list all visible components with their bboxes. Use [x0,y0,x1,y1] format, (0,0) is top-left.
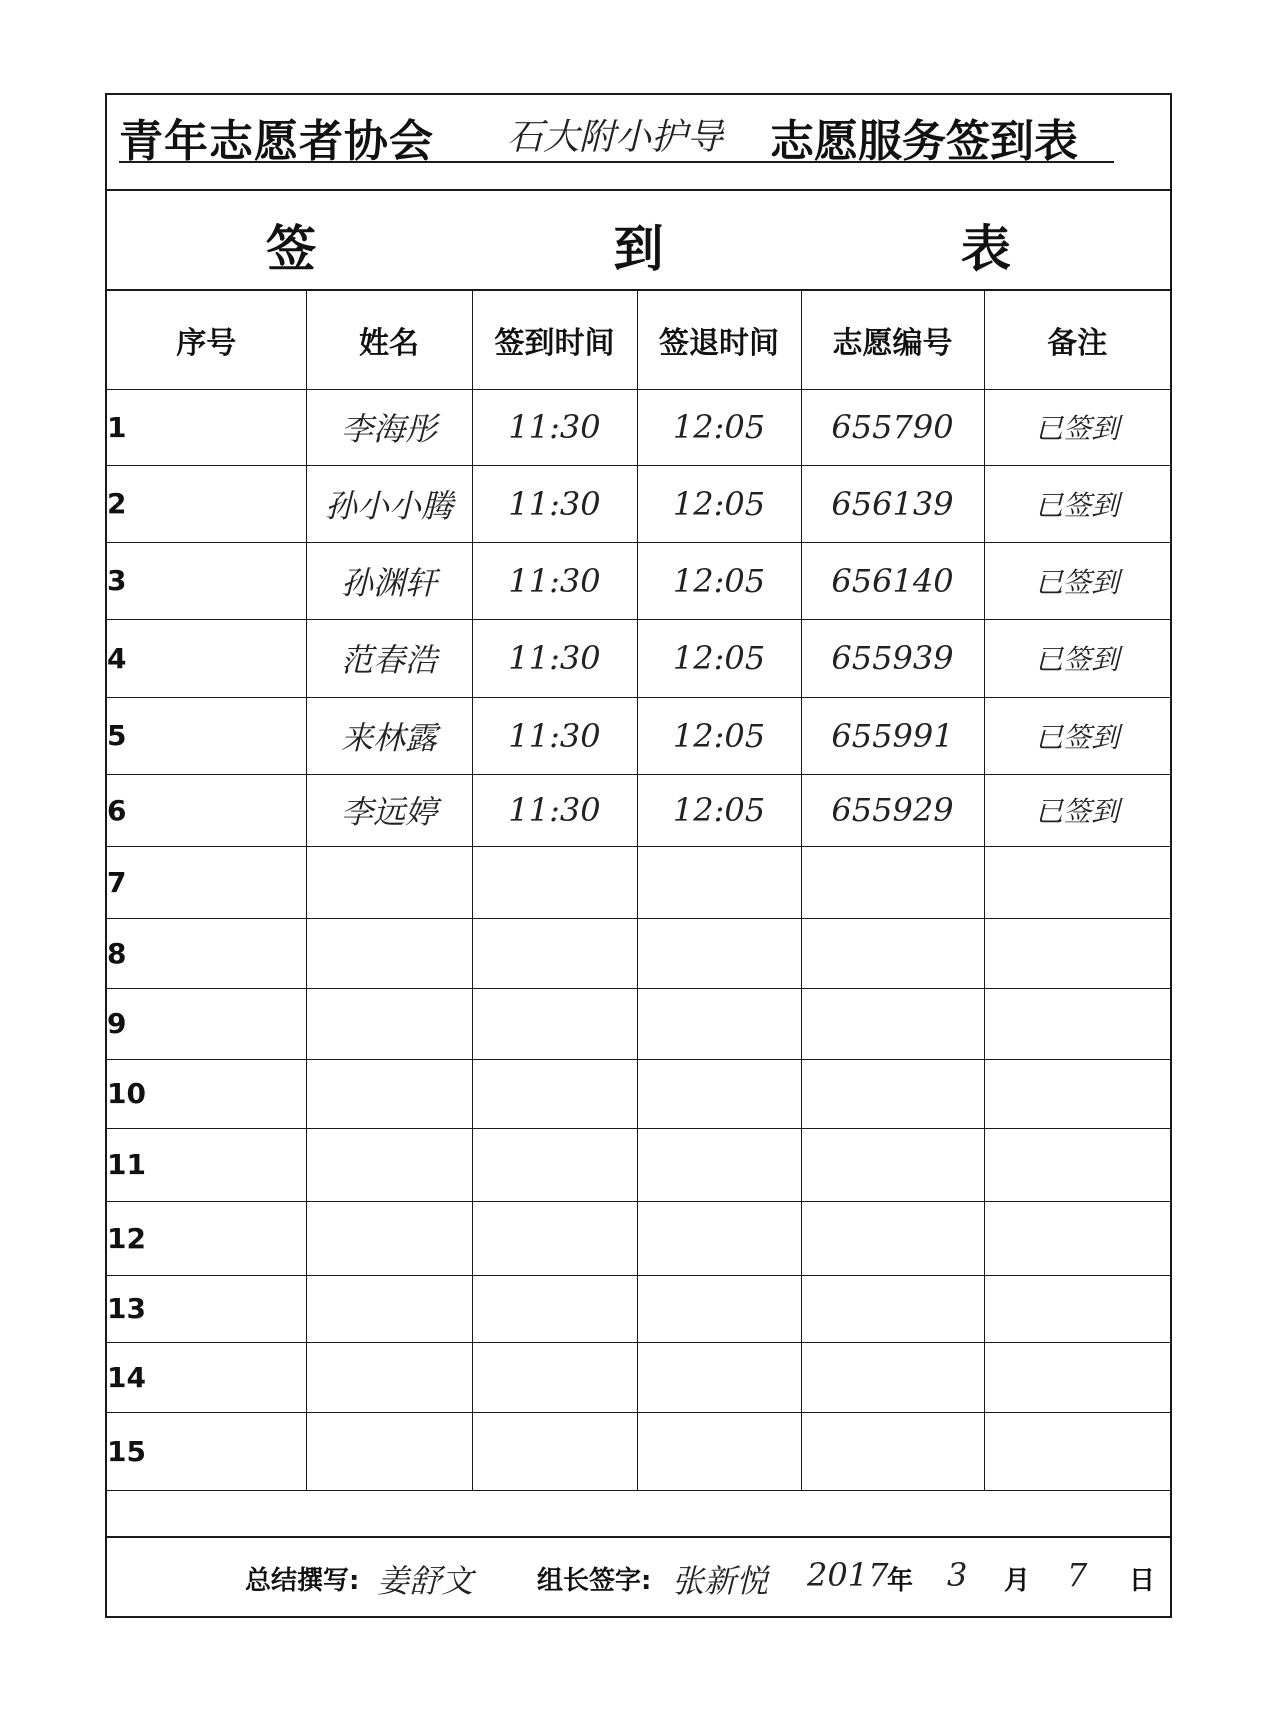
row-name [306,1059,472,1128]
table-row [107,1275,1170,1342]
footer [107,1536,1170,1616]
row-remarks [984,1342,1170,1412]
header-row [107,291,1170,389]
row-sign-out-time [637,988,801,1059]
row-number: 10 [107,1059,306,1128]
row-volunteer-id: 655939 [801,619,984,697]
row-volunteer-id [801,846,984,918]
title-underline [119,161,1114,163]
row-name [306,1412,472,1490]
row-sign-in-time [472,1342,637,1412]
row-sign-in-time [472,988,637,1059]
row-remarks [984,1201,1170,1275]
row-number: 13 [107,1275,306,1342]
row-sign-out-time: 12:05 [637,465,801,542]
table-row [107,774,1170,846]
row-volunteer-id: 655929 [801,774,984,846]
row-sign-out-time [637,846,801,918]
header-sign-out-time: 签退时间 [637,291,801,389]
row-sign-out-time [637,1342,801,1412]
row-number: 12 [107,1201,306,1275]
row-sign-out-time [637,918,801,988]
row-name [306,918,472,988]
row-name [306,846,472,918]
row-sign-out-time [637,1201,801,1275]
row-remarks [984,1275,1170,1342]
row-number: 15 [107,1412,306,1490]
row-name: 来林露 [306,697,472,774]
row-name: 李海彤 [306,389,472,465]
day-label: 日 [1129,1566,1156,1596]
table-row [107,988,1170,1059]
table-row [107,1059,1170,1128]
sign-in-sheet [105,93,1172,1618]
row-volunteer-id [801,918,984,988]
row-name [306,1128,472,1201]
table-row [107,918,1170,988]
row-volunteer-id: 656139 [801,465,984,542]
header-volunteer-id: 志愿编号 [801,291,984,389]
row-remarks [984,1128,1170,1201]
year-value: 2017 [807,1556,889,1594]
row-sign-out-time [637,1128,801,1201]
row-name [306,1342,472,1412]
table-row [107,846,1170,918]
summary-signature: 姜舒文 [377,1562,474,1600]
table-row [107,1201,1170,1275]
row-number: 14 [107,1342,306,1412]
row-sign-out-time: 12:05 [637,389,801,465]
row-volunteer-id [801,1412,984,1490]
subtitle: 签 到 表 [266,220,1151,278]
row-sign-in-time [472,846,637,918]
row-volunteer-id [801,988,984,1059]
row-number: 2 [107,465,306,542]
header-no: 序号 [107,291,306,389]
row-remarks: 已签到 [984,619,1170,697]
row-volunteer-id [801,1342,984,1412]
row-name: 范春浩 [306,619,472,697]
table-row [107,1412,1170,1490]
title-suffix: 志愿服务签到表 [770,116,1078,167]
row-remarks [984,1412,1170,1490]
table-row [107,542,1170,619]
row-remarks: 已签到 [984,465,1170,542]
row-sign-in-time [472,1128,637,1201]
table-row [107,389,1170,465]
year-label: 年 [887,1566,914,1596]
row-name: 孙小小腾 [306,465,472,542]
table-row [107,619,1170,697]
row-sign-in-time [472,1275,637,1342]
title-handwritten: 石大附小护导 [507,117,724,158]
header-name: 姓名 [306,291,472,389]
row-sign-out-time: 12:05 [637,542,801,619]
row-name: 李远婷 [306,774,472,846]
row-name: 孙渊轩 [306,542,472,619]
day-value: 7 [1067,1556,1088,1594]
row-volunteer-id [801,1059,984,1128]
row-sign-in-time [472,1059,637,1128]
month-label: 月 [1004,1566,1031,1596]
row-remarks [984,1059,1170,1128]
row-remarks: 已签到 [984,389,1170,465]
row-remarks: 已签到 [984,697,1170,774]
row-remarks [984,988,1170,1059]
subtitle-row [107,191,1170,291]
row-sign-in-time: 11:30 [472,697,637,774]
row-volunteer-id [801,1201,984,1275]
leader-signature: 张新悦 [672,1562,769,1600]
table-row [107,1342,1170,1412]
row-remarks: 已签到 [984,774,1170,846]
row-name [306,1201,472,1275]
row-sign-in-time: 11:30 [472,774,637,846]
month-value: 3 [947,1556,968,1594]
sign-in-table [107,291,1170,1491]
row-number: 6 [107,774,306,846]
row-number: 1 [107,389,306,465]
summary-label: 总结撰写: [245,1566,360,1596]
row-sign-in-time [472,1201,637,1275]
row-volunteer-id [801,1275,984,1342]
row-remarks [984,918,1170,988]
row-name [306,988,472,1059]
leader-label: 组长签字: [537,1566,652,1596]
title-row [107,95,1170,191]
row-number: 8 [107,918,306,988]
row-number: 3 [107,542,306,619]
table-row [107,697,1170,774]
table-row [107,465,1170,542]
row-sign-in-time [472,918,637,988]
row-remarks [984,846,1170,918]
row-number: 5 [107,697,306,774]
row-volunteer-id: 655991 [801,697,984,774]
header-sign-in-time: 签到时间 [472,291,637,389]
row-sign-in-time: 11:30 [472,465,637,542]
row-volunteer-id: 655790 [801,389,984,465]
table-row [107,1128,1170,1201]
row-sign-out-time: 12:05 [637,774,801,846]
row-volunteer-id [801,1128,984,1201]
row-number: 7 [107,846,306,918]
row-remarks: 已签到 [984,542,1170,619]
row-sign-out-time [637,1059,801,1128]
row-sign-out-time [637,1412,801,1490]
row-number: 9 [107,988,306,1059]
header-remarks: 备注 [984,291,1170,389]
title-prefix: 青年志愿者协会 [119,116,434,167]
row-name [306,1275,472,1342]
row-sign-in-time: 11:30 [472,542,637,619]
row-sign-out-time: 12:05 [637,619,801,697]
row-number: 4 [107,619,306,697]
row-sign-in-time [472,1412,637,1490]
row-number: 11 [107,1128,306,1201]
row-sign-out-time: 12:05 [637,697,801,774]
row-sign-out-time [637,1275,801,1342]
row-volunteer-id: 656140 [801,542,984,619]
row-sign-in-time: 11:30 [472,619,637,697]
row-sign-in-time: 11:30 [472,389,637,465]
